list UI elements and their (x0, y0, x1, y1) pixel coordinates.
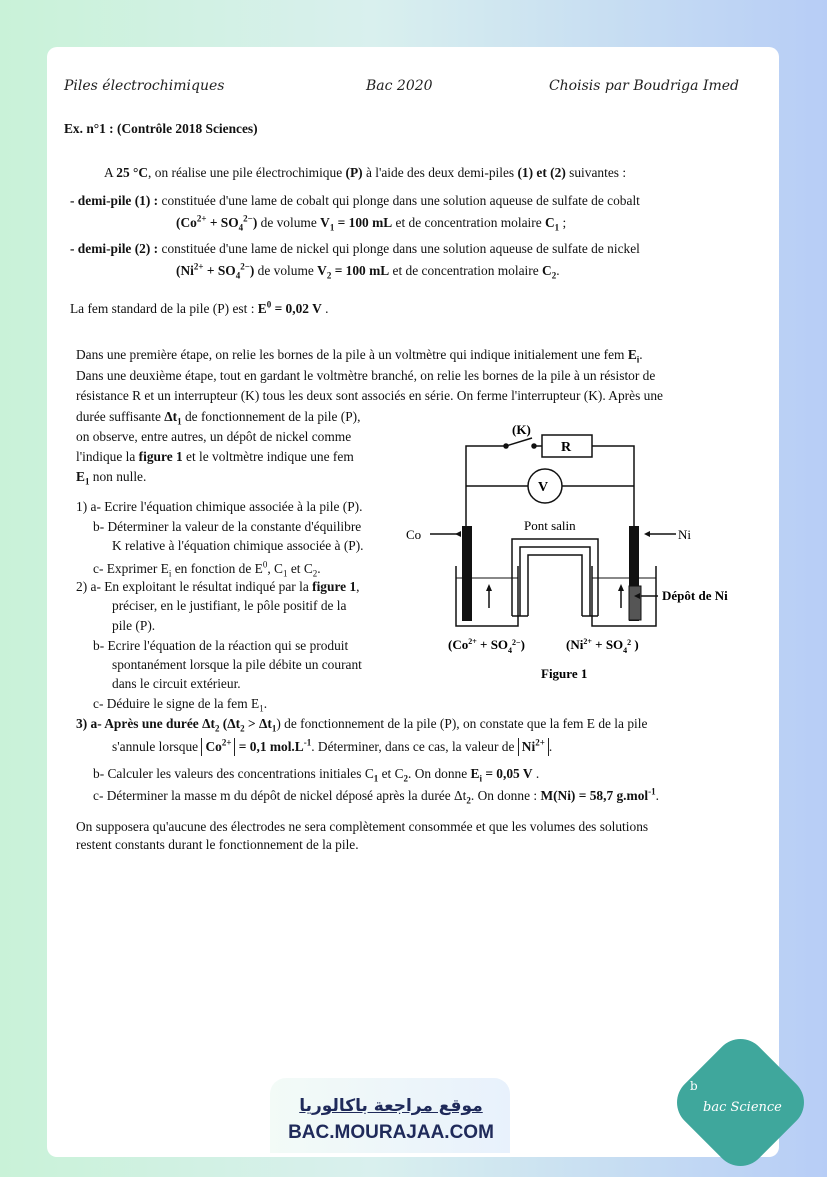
left-logo-icon (238, 1095, 268, 1125)
q2a-line3: pile (P). (112, 618, 156, 633)
voltmeter-label: V (538, 480, 549, 495)
q3a-line2: s'annule lorsque $Co^{2+} = 0,1$ $mol.L^{-1}$. Déterminer, dans ce cas, la valeur de $Ni^{2+}$ . (112, 737, 553, 754)
q2a-line1: 2) a- En exploitant le résultat indiqué par la figure 1, (76, 579, 360, 594)
nickel-deposit (629, 586, 641, 620)
para-line5: on observe, entre autres, un dépôt de nickel comme (76, 429, 352, 444)
note-line1: On supposera qu'aucune des électrodes ne sera complètement consommée et que les volumes des solutions (76, 819, 649, 834)
q3a-line1: 3) a- Après une durée $\Delta t_2$ $(\Delta t_2 > \Delta t_1)$ de fonctionnement de la pile (P), on constate que la fem E de la pile (76, 716, 648, 734)
para-line6: l'indique la figure 1 et le voltmètre indique une fem (76, 449, 354, 464)
q2b-line2: spontanément lorsque la pile débite un courant (112, 657, 362, 672)
switch-k (506, 438, 532, 446)
header-year: Bac 2020 (366, 78, 433, 94)
cobalt-label: Co (406, 527, 422, 542)
note-line2: restent constants durant le fonctionnement de la pile. (76, 837, 359, 852)
footer-site-link[interactable]: BAC.MOURAJAA.COM (288, 1122, 494, 1143)
right-solution-label: ($Ni^{2+} + SO_4^2$ ) (566, 637, 639, 655)
exercise-title: Ex. n°1 : (Contrôle 2018 Sciences) (64, 121, 258, 136)
demipile2-line1: - demi-pile (2) : constituée d'une lame de nickel qui plonge dans une solution aqueuse de sulfate de nickel (70, 241, 640, 256)
switch-label: (K) (512, 422, 531, 437)
figure-caption: Figure 1 (541, 666, 588, 681)
q2a-line2: préciser, en le justifiant, le pôle positif de la (112, 598, 347, 613)
para-line3: résistance R et un interrupteur (K) tous les deux sont associés en série. On ferme l'interrupteur (K). Après une (76, 388, 663, 403)
right-logo-icon (524, 1083, 554, 1113)
para-line2: Dans une deuxième étape, tout en gardant le voltmètre branché, on relie les bornes de la pile à un résistor de (76, 368, 656, 383)
q1c: c- Exprimer $E_i$ en fonction de $E^0$, $C_1$ et $C_2$. (93, 559, 321, 579)
resistor-label: R (561, 440, 572, 455)
q3c: c- Déterminer la masse m du dépôt de nickel déposé après la durée $\Delta t_2$. On donne : M(Ni) = 58,7 g.mol$^{-1}$. (93, 786, 659, 806)
nickel-label: Ni (678, 527, 691, 542)
q2c: c- Déduire le signe de la fem $E_1$. (93, 696, 268, 714)
q1a: 1) a- Ecrire l'équation chimique associée à la pile (P). (76, 499, 363, 514)
badge-text: bac Science (703, 1100, 782, 1115)
salt-bridge (512, 539, 598, 616)
q1b-line2: K relative à l'équation chimique associée à (P). (112, 538, 364, 553)
para-line7: $E_1$ non nulle. (76, 469, 147, 487)
header-topic: Piles électrochimiques (64, 78, 225, 94)
intro-line: A 25 °C, on réalise une pile électrochimique (P) à l'aide des deux demi-piles (1) et (2) suivantes : (104, 165, 627, 180)
cobalt-electrode (462, 526, 472, 621)
deposit-label: Dépôt de Ni (662, 588, 728, 603)
figure-1 (404, 416, 749, 691)
demipile1-line1: - demi-pile (1) : constituée d'une lame de cobalt qui plonge dans une solution aqueuse de sulfate de cobalt (70, 193, 640, 208)
footer-arabic-title: موقع مراجعة باكالوريا (299, 1096, 483, 1116)
q3b: b- Calculer les valeurs des concentrations initiales $C_1$ et $C_2$. On donne $E_i = 0,05$ V . (93, 766, 540, 784)
header-author: Choisis par Boudriga Imed (548, 78, 739, 94)
para-line4: durée suffisante $\Delta t_1$ de fonctionnement de la pile (P), (76, 409, 361, 427)
q2b-line1: b- Ecrire l'équation de la réaction qui se produit (93, 638, 349, 653)
left-solution-label: $(Co^{2+} + SO_4^{2-})$ (448, 637, 525, 655)
demipile2-line2: $(Ni^{2+} + SO_4^{2-})$ de volume $V_2 = 100$ mL et de concentration molaire $C_2$. (176, 261, 560, 281)
salt-bridge-label: Pont salin (524, 518, 576, 533)
badge-prefix: b (690, 1079, 698, 1093)
fem-standard: La fem standard de la pile (P) est : $E^0 = 0,02$ V . (70, 299, 329, 316)
q2b-line3: dans le circuit extérieur. (112, 676, 241, 691)
q1b-line1: b- Déterminer la valeur de la constante d'équilibre (93, 519, 362, 534)
demipile1-line2: $(Co^{2+} + SO_4^{2-})$ de volume $V_1 = 100$ mL et de concentration molaire $C_1$ ; (176, 213, 567, 233)
para-line1: Dans une première étape, on relie les bornes de la pile à un voltmètre qui indique initialement une fem $E_i$. (76, 347, 643, 365)
wire-left-top (466, 446, 506, 532)
